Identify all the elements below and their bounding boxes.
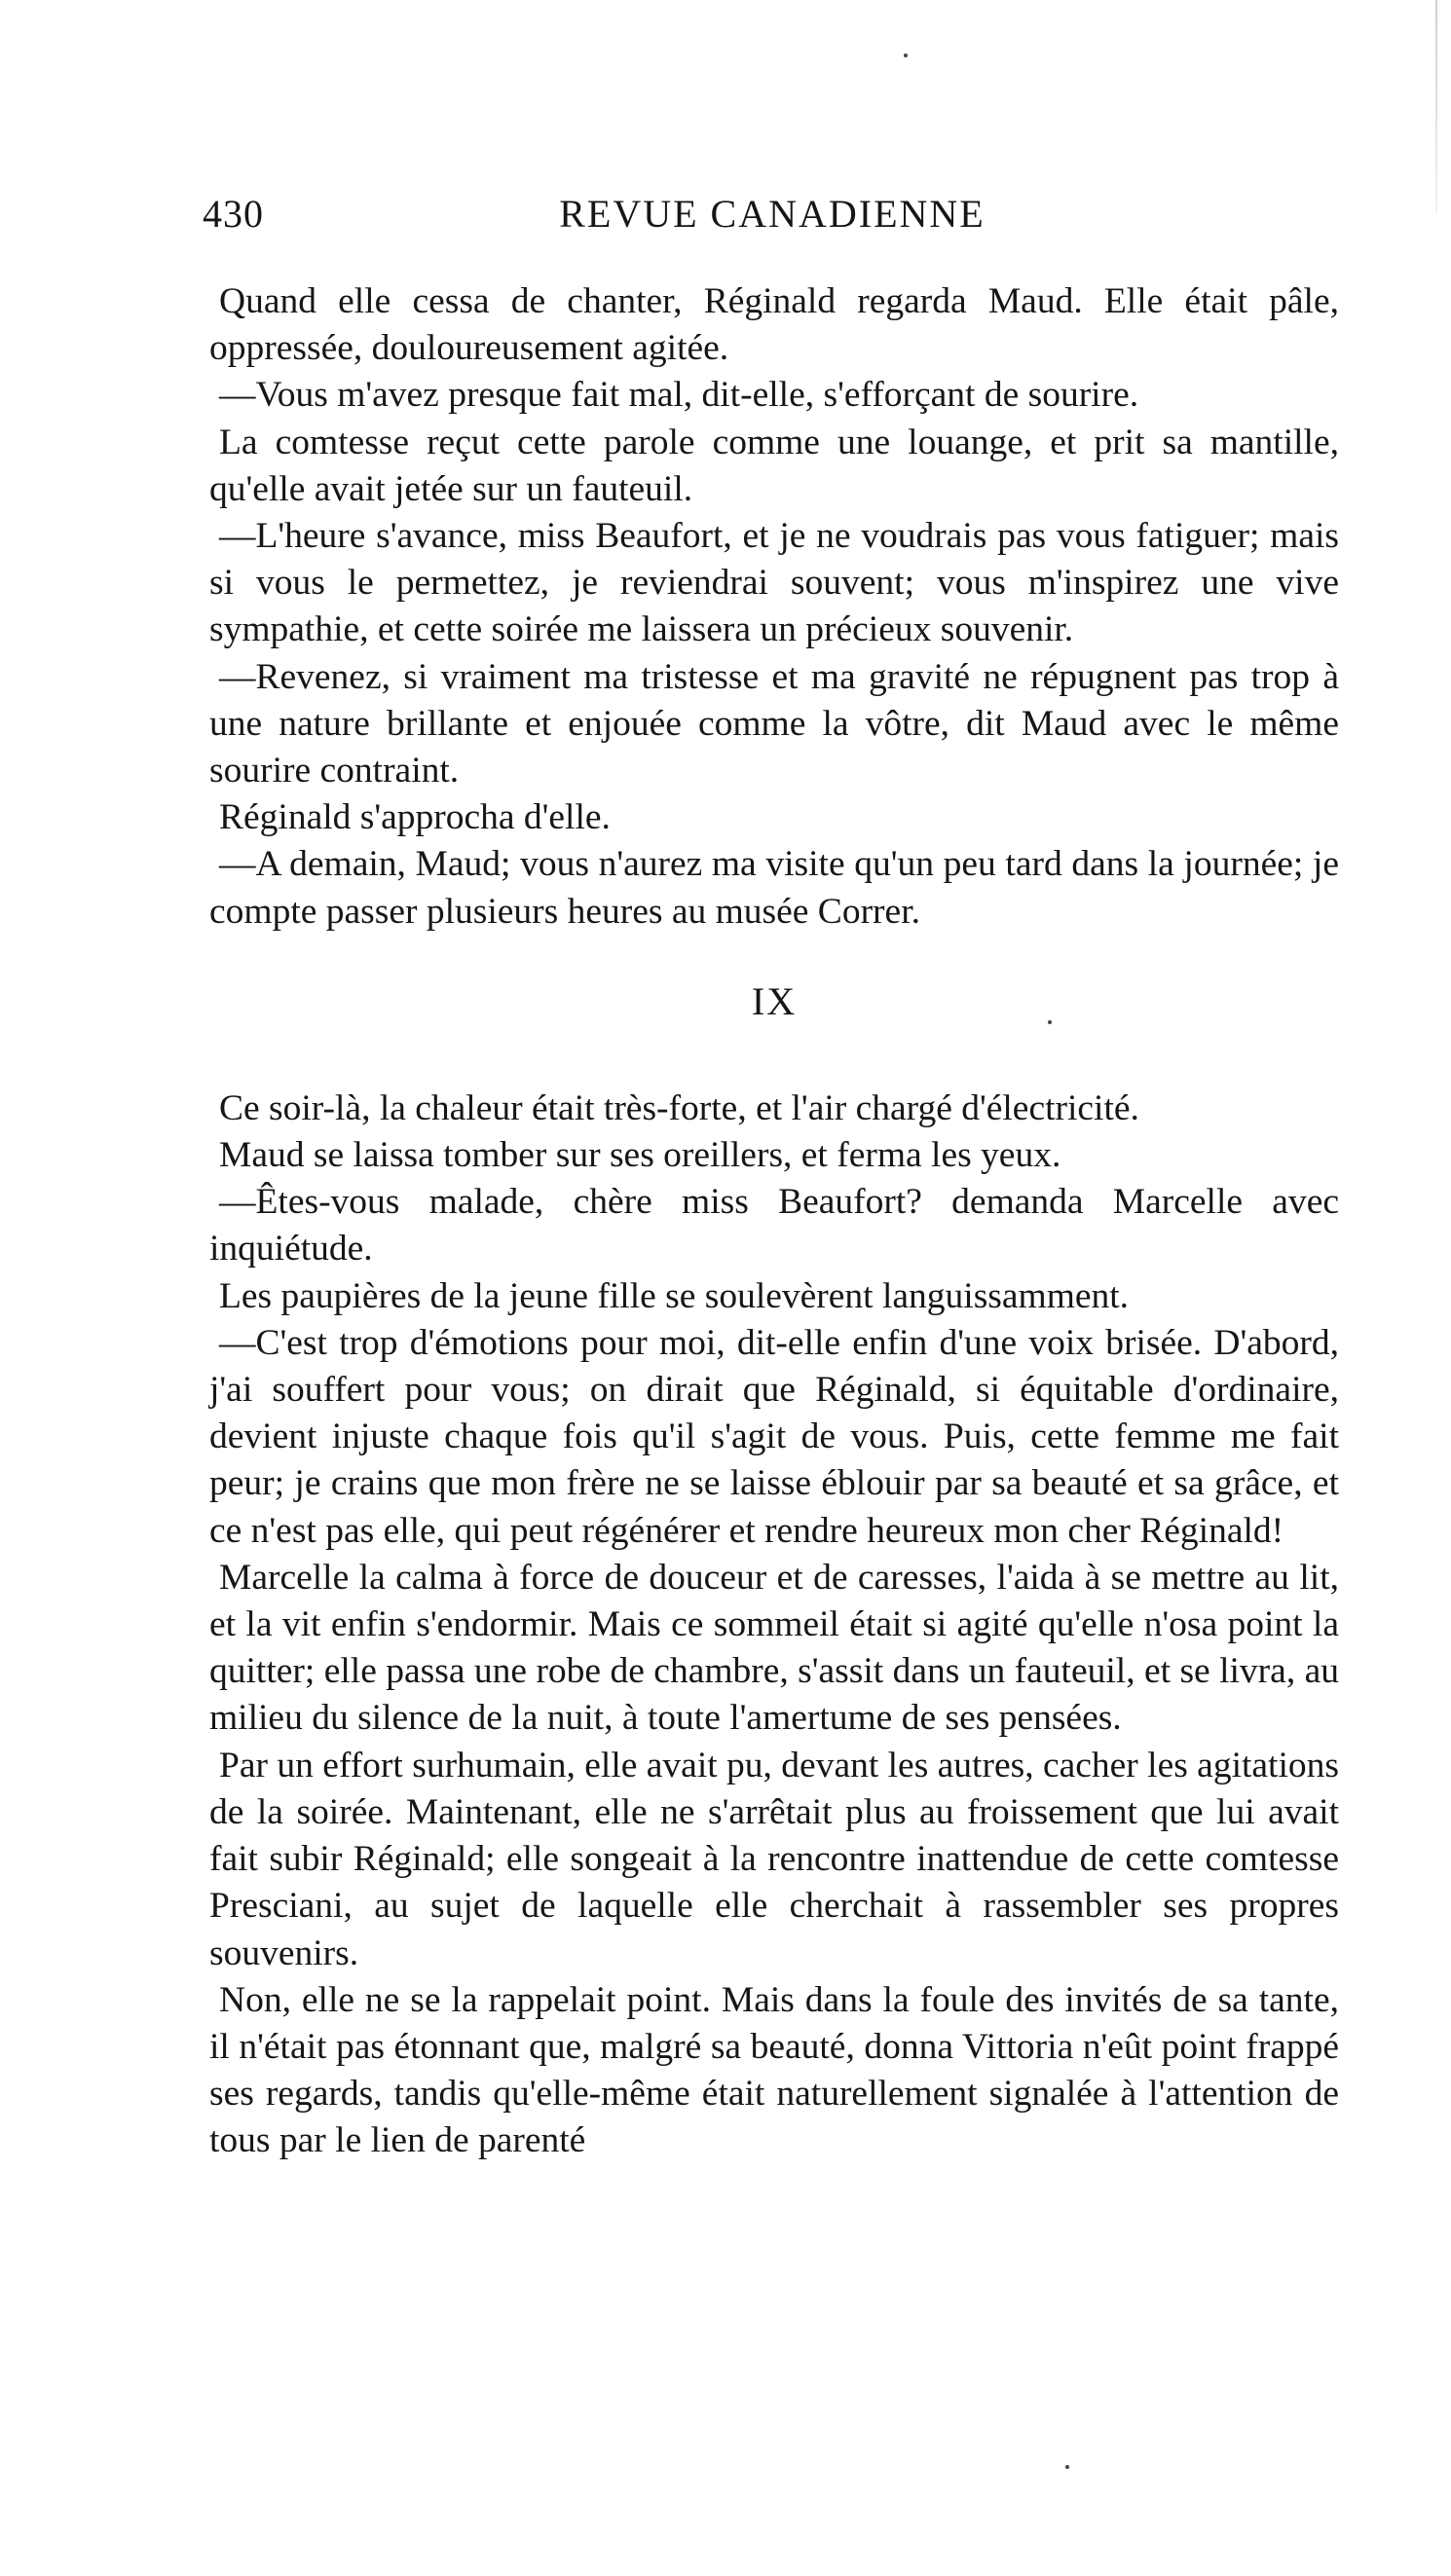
paragraph: —A demain, Maud; vous n'aurez ma visite qu'un peu tard dans la journée; je compte passer plusieurs heures au musée Correr. <box>209 844 1339 932</box>
paragraph: —Revenez, si vraiment ma tristesse et ma gravité ne répugnent pas trop à une nature brillante et enjouée comme la vôtre, dit Maud avec le même sourire contraint. <box>209 656 1339 791</box>
paragraph: Réginald s'approcha d'elle. <box>219 797 611 838</box>
paragraph: Maud se laissa tomber sur ses oreillers, et ferma les yeux. <box>219 1135 1061 1176</box>
paragraph: —L'heure s'avance, miss Beaufort, et je ne voudrais pas vous fatiguer; mais si vous le permettez, je reviendrai souvent; vous m'inspirez une vive sympathie, et cette soirée me laissera un précieux souvenir. <box>209 516 1339 650</box>
body-text <box>209 278 1339 2165</box>
paragraph: Marcelle la calma à force de douceur et de caresses, l'aida à se mettre au lit, et la vit enfin s'endormir. Mais ce sommeil était si agité qu'elle n'osa point la quitter; elle passa une robe de chambre, s'assit dans un fauteuil, et se livra, au milieu du silence de la nuit, à toute l'amertume de ses pensées. <box>209 1557 1339 1739</box>
paragraph: Non, elle ne se la rappelait point. Mais dans la foule des invités de sa tante, il n'était pas étonnant que, malgré sa beauté, donna Vittoria n'eût point frappé ses regards, tandis qu'elle-même était naturellement signalée à l'attention de tous par le lien de parenté <box>209 1979 1339 2161</box>
section-heading: IX <box>751 978 798 1023</box>
paragraph: —Êtes-vous malade, chère miss Beaufort? demanda Marcelle avec inquiétude. <box>209 1182 1339 1270</box>
page-edge-shadow <box>1435 0 1437 214</box>
ink-speck <box>1065 2465 1069 2469</box>
paragraph: —C'est trop d'émotions pour moi, dit-elle enfin d'une voix brisée. D'abord, j'ai souffert pour vous; on dirait que Réginald, si équitable d'ordinaire, devient injuste chaque fois qu'il s'agit de vous. Puis, cette femme me fait peur; je crains que mon frère ne se laisse éblouir par sa beauté et sa grâce, et ce n'est pas elle, qui peut régénérer et rendre heureux mon cher Réginald! <box>209 1322 1339 1551</box>
paragraph: La comtesse reçut cette parole comme une louange, et prit sa mantille, qu'elle avait jetée sur un fauteuil. <box>209 422 1339 509</box>
page-number: 430 <box>203 192 264 236</box>
paragraph: Ce soir-là, la chaleur était très-forte, et l'air chargé d'électricité. <box>219 1087 1139 1128</box>
running-title: REVUE CANADIENNE <box>559 192 986 236</box>
running-header <box>203 191 1342 259</box>
paragraph: Les paupières de la jeune fille se soulevèrent languissamment. <box>219 1275 1130 1316</box>
ink-speck <box>1048 1020 1052 1024</box>
paragraph: Quand elle cessa de chanter, Réginald regarda Maud. Elle était pâle, oppressée, douloureusement agitée. <box>209 281 1339 369</box>
paragraph: —Vous m'avez presque fait mal, dit-elle, s'efforçant de sourire. <box>219 375 1139 416</box>
ink-speck <box>904 54 908 57</box>
paragraph: Par un effort surhumain, elle avait pu, devant les autres, cacher les agitations de la soirée. Maintenant, elle ne s'arrêtait plus au froissement que lui avait fait subir Réginald; elle songeait à la rencontre inattendue de cette comtesse Presciani, au sujet de laquelle elle cherchait à rassembler ses propres souvenirs. <box>209 1745 1339 1973</box>
